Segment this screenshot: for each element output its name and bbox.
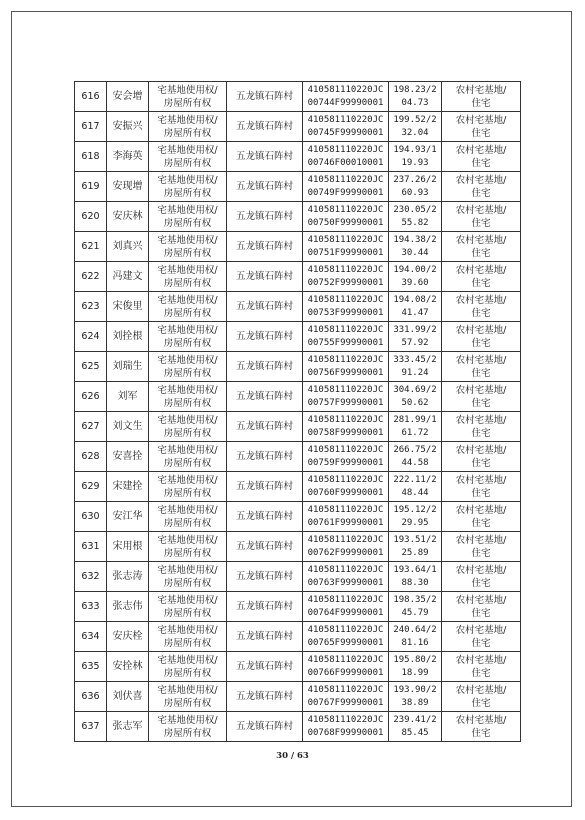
owner-name-cell: 安江华	[107, 502, 149, 532]
table-row	[75, 502, 521, 532]
area-cell: 240.64/2 81.16	[389, 622, 442, 652]
row-number-cell: 621	[75, 232, 107, 262]
unit-code-cell: 410581110220JC 00749F99990001	[303, 172, 389, 202]
owner-name-cell: 刘真兴	[107, 232, 149, 262]
right-type-cell: 宅基地使用权/ 房屋所有权	[149, 592, 227, 622]
right-type-cell: 宅基地使用权/ 房屋所有权	[149, 352, 227, 382]
table-row	[75, 532, 521, 562]
table-row	[75, 172, 521, 202]
area-cell: 195.12/2 29.95	[389, 502, 442, 532]
usage-cell: 农村宅基地/ 住宅	[442, 652, 521, 682]
location-cell: 五龙镇石阵村	[227, 412, 303, 442]
owner-name-cell: 张志军	[107, 712, 149, 742]
table-row	[75, 412, 521, 442]
unit-code-cell: 410581110220JC 00744F99990001	[303, 82, 389, 112]
usage-cell: 农村宅基地/ 住宅	[442, 352, 521, 382]
usage-cell: 农村宅基地/ 住宅	[442, 292, 521, 322]
right-type-cell: 宅基地使用权/ 房屋所有权	[149, 202, 227, 232]
unit-code-cell: 410581110220JC 00750F99990001	[303, 202, 389, 232]
location-cell: 五龙镇石阵村	[227, 592, 303, 622]
location-cell: 五龙镇石阵村	[227, 172, 303, 202]
location-cell: 五龙镇石阵村	[227, 622, 303, 652]
right-type-cell: 宅基地使用权/ 房屋所有权	[149, 112, 227, 142]
location-cell: 五龙镇石阵村	[227, 652, 303, 682]
row-number-cell: 623	[75, 292, 107, 322]
location-cell: 五龙镇石阵村	[227, 202, 303, 232]
right-type-cell: 宅基地使用权/ 房屋所有权	[149, 562, 227, 592]
row-number-cell: 632	[75, 562, 107, 592]
usage-cell: 农村宅基地/ 住宅	[442, 202, 521, 232]
right-type-cell: 宅基地使用权/ 房屋所有权	[149, 232, 227, 262]
area-cell: 193.64/1 88.30	[389, 562, 442, 592]
usage-cell: 农村宅基地/ 住宅	[442, 382, 521, 412]
table-row	[75, 562, 521, 592]
owner-name-cell: 安振兴	[107, 112, 149, 142]
location-cell: 五龙镇石阵村	[227, 472, 303, 502]
unit-code-cell: 410581110220JC 00767F99990001	[303, 682, 389, 712]
location-cell: 五龙镇石阵村	[227, 562, 303, 592]
usage-cell: 农村宅基地/ 住宅	[442, 322, 521, 352]
location-cell: 五龙镇石阵村	[227, 82, 303, 112]
row-number-cell: 630	[75, 502, 107, 532]
table-row	[75, 322, 521, 352]
row-number-cell: 629	[75, 472, 107, 502]
location-cell: 五龙镇石阵村	[227, 382, 303, 412]
table-row	[75, 232, 521, 262]
usage-cell: 农村宅基地/ 住宅	[442, 532, 521, 562]
table-body	[75, 82, 521, 742]
area-cell: 281.99/1 61.72	[389, 412, 442, 442]
table-row	[75, 262, 521, 292]
unit-code-cell: 410581110220JC 00763F99990001	[303, 562, 389, 592]
area-cell: 333.45/2 91.24	[389, 352, 442, 382]
area-cell: 230.05/2 55.82	[389, 202, 442, 232]
row-number-cell: 636	[75, 682, 107, 712]
right-type-cell: 宅基地使用权/ 房屋所有权	[149, 292, 227, 322]
owner-name-cell: 冯建文	[107, 262, 149, 292]
unit-code-cell: 410581110220JC 00764F99990001	[303, 592, 389, 622]
table-row	[75, 202, 521, 232]
table-row	[75, 442, 521, 472]
usage-cell: 农村宅基地/ 住宅	[442, 472, 521, 502]
area-cell: 198.23/2 04.73	[389, 82, 442, 112]
right-type-cell: 宅基地使用权/ 房屋所有权	[149, 682, 227, 712]
table-row	[75, 712, 521, 742]
unit-code-cell: 410581110220JC 00757F99990001	[303, 382, 389, 412]
usage-cell: 农村宅基地/ 住宅	[442, 592, 521, 622]
area-cell: 193.90/2 38.89	[389, 682, 442, 712]
table-row	[75, 382, 521, 412]
row-number-cell: 635	[75, 652, 107, 682]
row-number-cell: 619	[75, 172, 107, 202]
location-cell: 五龙镇石阵村	[227, 142, 303, 172]
owner-name-cell: 李海英	[107, 142, 149, 172]
owner-name-cell: 刘瑞生	[107, 352, 149, 382]
usage-cell: 农村宅基地/ 住宅	[442, 442, 521, 472]
usage-cell: 农村宅基地/ 住宅	[442, 172, 521, 202]
table-row	[75, 472, 521, 502]
area-cell: 193.51/2 25.89	[389, 532, 442, 562]
usage-cell: 农村宅基地/ 住宅	[442, 142, 521, 172]
unit-code-cell: 410581110220JC 00751F99990001	[303, 232, 389, 262]
owner-name-cell: 安庆栓	[107, 622, 149, 652]
table-row	[75, 592, 521, 622]
row-number-cell: 618	[75, 142, 107, 172]
location-cell: 五龙镇石阵村	[227, 262, 303, 292]
area-cell: 237.26/2 60.93	[389, 172, 442, 202]
row-number-cell: 627	[75, 412, 107, 442]
owner-name-cell: 宋俊里	[107, 292, 149, 322]
right-type-cell: 宅基地使用权/ 房屋所有权	[149, 412, 227, 442]
unit-code-cell: 410581110220JC 00756F99990001	[303, 352, 389, 382]
unit-code-cell: 410581110220JC 00758F99990001	[303, 412, 389, 442]
unit-code-cell: 410581110220JC 00746F00010001	[303, 142, 389, 172]
usage-cell: 农村宅基地/ 住宅	[442, 712, 521, 742]
row-number-cell: 616	[75, 82, 107, 112]
row-number-cell: 626	[75, 382, 107, 412]
table-row	[75, 622, 521, 652]
usage-cell: 农村宅基地/ 住宅	[442, 82, 521, 112]
page-number: 30 / 63	[276, 751, 309, 761]
location-cell: 五龙镇石阵村	[227, 442, 303, 472]
owner-name-cell: 张志涛	[107, 562, 149, 592]
row-number-cell: 624	[75, 322, 107, 352]
owner-name-cell: 刘军	[107, 382, 149, 412]
owner-name-cell: 刘伏喜	[107, 682, 149, 712]
right-type-cell: 宅基地使用权/ 房屋所有权	[149, 322, 227, 352]
table-row	[75, 652, 521, 682]
unit-code-cell: 410581110220JC 00753F99990001	[303, 292, 389, 322]
right-type-cell: 宅基地使用权/ 房屋所有权	[149, 712, 227, 742]
area-cell: 331.99/2 57.92	[389, 322, 442, 352]
usage-cell: 农村宅基地/ 住宅	[442, 622, 521, 652]
unit-code-cell: 410581110220JC 00768F99990001	[303, 712, 389, 742]
location-cell: 五龙镇石阵村	[227, 682, 303, 712]
right-type-cell: 宅基地使用权/ 房屋所有权	[149, 442, 227, 472]
row-number-cell: 634	[75, 622, 107, 652]
unit-code-cell: 410581110220JC 00761F99990001	[303, 502, 389, 532]
row-number-cell: 628	[75, 442, 107, 472]
right-type-cell: 宅基地使用权/ 房屋所有权	[149, 172, 227, 202]
location-cell: 五龙镇石阵村	[227, 712, 303, 742]
right-type-cell: 宅基地使用权/ 房屋所有权	[149, 382, 227, 412]
owner-name-cell: 安喜拴	[107, 442, 149, 472]
area-cell: 199.52/2 32.04	[389, 112, 442, 142]
right-type-cell: 宅基地使用权/ 房屋所有权	[149, 532, 227, 562]
location-cell: 五龙镇石阵村	[227, 322, 303, 352]
row-number-cell: 631	[75, 532, 107, 562]
unit-code-cell: 410581110220JC 00766F99990001	[303, 652, 389, 682]
area-cell: 266.75/2 44.58	[389, 442, 442, 472]
location-cell: 五龙镇石阵村	[227, 532, 303, 562]
owner-name-cell: 安庆林	[107, 202, 149, 232]
area-cell: 304.69/2 50.62	[389, 382, 442, 412]
area-cell: 194.93/1 19.93	[389, 142, 442, 172]
table-row	[75, 352, 521, 382]
right-type-cell: 宅基地使用权/ 房屋所有权	[149, 472, 227, 502]
right-type-cell: 宅基地使用权/ 房屋所有权	[149, 622, 227, 652]
owner-name-cell: 安拴林	[107, 652, 149, 682]
usage-cell: 农村宅基地/ 住宅	[442, 682, 521, 712]
unit-code-cell: 410581110220JC 00760F99990001	[303, 472, 389, 502]
owner-name-cell: 刘拴根	[107, 322, 149, 352]
area-cell: 198.35/2 45.79	[389, 592, 442, 622]
right-type-cell: 宅基地使用权/ 房屋所有权	[149, 502, 227, 532]
usage-cell: 农村宅基地/ 住宅	[442, 502, 521, 532]
unit-code-cell: 410581110220JC 00765F99990001	[303, 622, 389, 652]
owner-name-cell: 宋用根	[107, 532, 149, 562]
area-cell: 194.38/2 30.44	[389, 232, 442, 262]
usage-cell: 农村宅基地/ 住宅	[442, 412, 521, 442]
area-cell: 195.80/2 18.99	[389, 652, 442, 682]
row-number-cell: 625	[75, 352, 107, 382]
area-cell: 239.41/2 85.45	[389, 712, 442, 742]
row-number-cell: 617	[75, 112, 107, 142]
area-cell: 194.08/2 41.47	[389, 292, 442, 322]
row-number-cell: 637	[75, 712, 107, 742]
usage-cell: 农村宅基地/ 住宅	[442, 232, 521, 262]
area-cell: 222.11/2 48.44	[389, 472, 442, 502]
location-cell: 五龙镇石阵村	[227, 352, 303, 382]
usage-cell: 农村宅基地/ 住宅	[442, 562, 521, 592]
row-number-cell: 620	[75, 202, 107, 232]
registration-table	[74, 81, 521, 742]
unit-code-cell: 410581110220JC 00752F99990001	[303, 262, 389, 292]
area-cell: 194.00/2 39.60	[389, 262, 442, 292]
right-type-cell: 宅基地使用权/ 房屋所有权	[149, 142, 227, 172]
owner-name-cell: 安现增	[107, 172, 149, 202]
table-row	[75, 82, 521, 112]
unit-code-cell: 410581110220JC 00762F99990001	[303, 532, 389, 562]
owner-name-cell: 刘文生	[107, 412, 149, 442]
usage-cell: 农村宅基地/ 住宅	[442, 112, 521, 142]
location-cell: 五龙镇石阵村	[227, 112, 303, 142]
right-type-cell: 宅基地使用权/ 房屋所有权	[149, 82, 227, 112]
table-row	[75, 112, 521, 142]
table-row	[75, 682, 521, 712]
right-type-cell: 宅基地使用权/ 房屋所有权	[149, 652, 227, 682]
unit-code-cell: 410581110220JC 00745F99990001	[303, 112, 389, 142]
location-cell: 五龙镇石阵村	[227, 502, 303, 532]
unit-code-cell: 410581110220JC 00759F99990001	[303, 442, 389, 472]
row-number-cell: 622	[75, 262, 107, 292]
row-number-cell: 633	[75, 592, 107, 622]
right-type-cell: 宅基地使用权/ 房屋所有权	[149, 262, 227, 292]
owner-name-cell: 张志伟	[107, 592, 149, 622]
table-row	[75, 292, 521, 322]
owner-name-cell: 安会增	[107, 82, 149, 112]
location-cell: 五龙镇石阵村	[227, 232, 303, 262]
owner-name-cell: 宋建拴	[107, 472, 149, 502]
location-cell: 五龙镇石阵村	[227, 292, 303, 322]
table-row	[75, 142, 521, 172]
unit-code-cell: 410581110220JC 00755F99990001	[303, 322, 389, 352]
usage-cell: 农村宅基地/ 住宅	[442, 262, 521, 292]
